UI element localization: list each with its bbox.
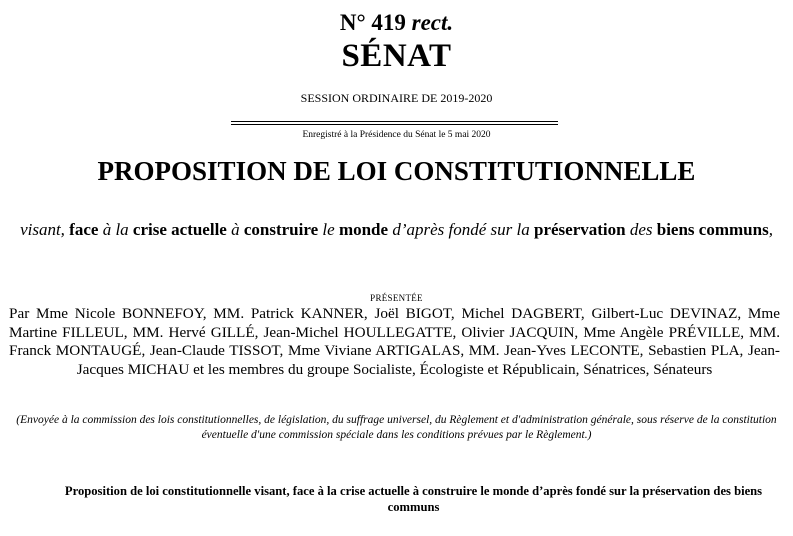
object-part: construire <box>243 220 323 239</box>
object-part: le <box>322 220 339 239</box>
object-part: des <box>629 220 657 239</box>
object-part: d’après fondé sur la <box>392 220 534 239</box>
registration-date: Enregistré à la Présidence du Sénat le 5 mai 2020 <box>302 130 491 140</box>
document-type-title: PROPOSITION DE LOI CONSTITUTIONNELLE <box>97 156 696 186</box>
object-part: , <box>768 220 773 239</box>
object-part: préservation <box>533 220 630 239</box>
document-object <box>14 219 779 240</box>
object-part: biens communs <box>656 220 769 239</box>
divider-line-bottom <box>231 124 558 125</box>
document-number-suffix: rect. <box>411 10 454 35</box>
object-part: face <box>69 220 103 239</box>
document-title-repeat: Proposition de loi constitutionnelle visant, face à la crise actuelle à construire le monde d’après fondé sur la préservation des biens communs <box>64 484 763 514</box>
object-part: visant, <box>20 220 70 239</box>
session-line: SESSION ORDINAIRE DE 2019-2020 <box>300 91 493 105</box>
presented-label: PRÉSENTÉE <box>370 293 423 303</box>
object-part: monde <box>338 220 393 239</box>
object-part: crise actuelle <box>132 220 232 239</box>
document-number <box>0 9 793 37</box>
chamber-title: SÉNAT <box>341 38 452 74</box>
authors-list: Par Mme Nicole BONNEFOY, MM. Patrick KANNER, Joël BIGOT, Michel DAGBERT, Gilbert-Luc DEVINAZ, Mme Martine FILLEUL, MM. Hervé GILLÉ, Jean-Michel HOULLEGATTE, Olivier JACQUIN, Mme Angèle PRÉVILLE, MM. Franck MONTAUGÉ, Jean-Claude TISSOT, Mme Viviane ARTIGALAS, MM. Jean-Yves LECONTE, Sebastien PLA, Jean-Jacques MICHAU et les membres du groupe Socialiste, Écologiste et Républicain, Sénatrices, Sénateurs <box>9 305 780 378</box>
object-part: à la <box>102 220 133 239</box>
divider-line-top <box>231 121 558 122</box>
object-part: à <box>231 220 244 239</box>
referral-note: (Envoyée à la commission des lois constitutionnelles, de législation, du suffrage universel, du Règlement et d'administration générale, sous réserve de la constitution éventuelle d'une commission spéciale dans les conditions prévues par le Règlement.) <box>16 414 777 441</box>
document-number-value: N° 419 <box>339 10 406 35</box>
